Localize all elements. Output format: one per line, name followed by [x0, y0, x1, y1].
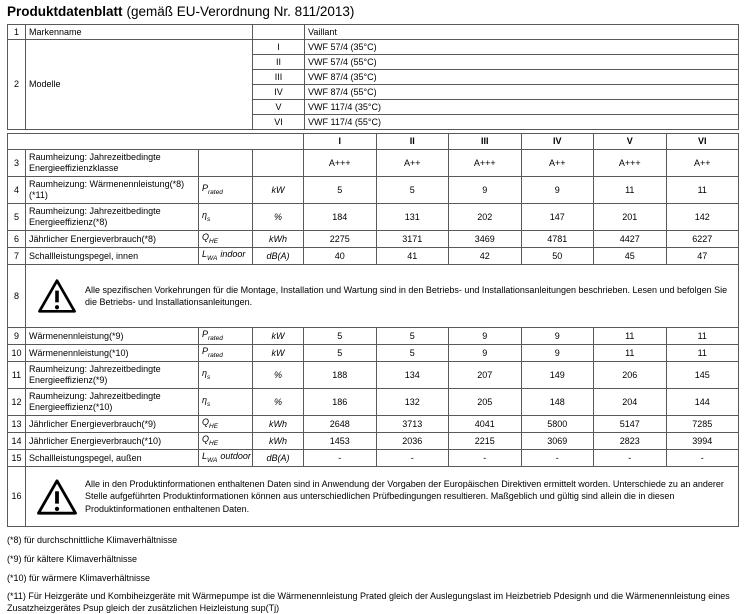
value-cell: 184: [304, 204, 377, 231]
value-cell: 50: [521, 248, 594, 265]
value-cell: A++: [666, 150, 739, 177]
row-number: 3: [8, 150, 26, 177]
model-numeral: VI: [253, 115, 305, 130]
value-cell: 142: [666, 204, 739, 231]
model-name: VWF 87/4 (35°C): [305, 70, 739, 85]
table-row: [8, 450, 739, 467]
value-cell: 4041: [449, 416, 522, 433]
footnote: (*8) für durchschnittliche Klimaverhältnisse: [7, 535, 178, 545]
row-label: Modelle: [26, 40, 253, 130]
row-number: 7: [8, 248, 26, 265]
symbol-cell: $P_{rated}$: [199, 328, 253, 345]
warning-text: Alle in den Produktinformationen enthaltenen Daten sind in Anwendung der Vorgaben der Europäischen Direktiven ermittelt worden. Unterschiede zu an anderer Stelle aufgeführten Produktinformationen können aus unterschiedlichen Prüfbedingungen resultieren. Maßgeblich und gültig sind allein die in diesen Produktinformationen enthaltenen Daten.: [85, 479, 724, 514]
footnote: (*11) Für Heizgeräte und Kombiheizgeräte mit Wärmepumpe ist die Wärmenennleistung Prated gleich der Auslegungslast im Heizbetrieb Pdesignh und die Wärmenennleistung eines Zusatzheizgerätes Psup gleich der zusätzlichen Heizleistung sup(Tj): [7, 591, 730, 613]
unit-cell: dB(A): [253, 248, 304, 265]
row-label: Jährlicher Energieverbrauch(*9): [26, 416, 199, 433]
model-numeral: I: [253, 40, 305, 55]
datasheet-table: [7, 133, 739, 527]
value-cell: 41: [376, 248, 449, 265]
row-number: 15: [8, 450, 26, 467]
value-cell: A+++: [594, 150, 667, 177]
value-cell: 5: [304, 345, 377, 362]
value-cell: 11: [666, 177, 739, 204]
row-number: 11: [8, 362, 26, 389]
value-cell: 202: [449, 204, 522, 231]
column-header: III: [449, 134, 522, 150]
value-cell: 5: [376, 177, 449, 204]
value-cell: 3069: [521, 433, 594, 450]
page-title-main: Produktdatenblatt: [7, 4, 123, 19]
unit-cell: kWh: [253, 231, 304, 248]
column-header: VI: [666, 134, 739, 150]
value-cell: 134: [376, 362, 449, 389]
value-cell: 201: [594, 204, 667, 231]
row-label: Raumheizung: Jahrezeitbedingte Energieeffizienz(*9): [26, 362, 199, 389]
value-cell: 9: [449, 177, 522, 204]
row-label: Jährlicher Energieverbrauch(*8): [26, 231, 199, 248]
symbol-cell: $L_{WA}$ indoor: [199, 248, 253, 265]
value-cell: 132: [376, 389, 449, 416]
unit-cell: %: [253, 389, 304, 416]
value-cell: 186: [304, 389, 377, 416]
value-cell: 5147: [594, 416, 667, 433]
unit-cell: dB(A): [253, 450, 304, 467]
value-cell: 5: [304, 177, 377, 204]
row-label: Raumheizung: Wärmenennleistung(*8) (*11): [26, 177, 199, 204]
value-cell: 2823: [594, 433, 667, 450]
row-number: 2: [8, 40, 26, 130]
value-cell: 188: [304, 362, 377, 389]
table-row: [8, 204, 739, 231]
column-header: I: [304, 134, 377, 150]
value-cell: 205: [449, 389, 522, 416]
value-cell: 206: [594, 362, 667, 389]
row-number: 9: [8, 328, 26, 345]
value-cell: 11: [666, 328, 739, 345]
table-row: [8, 389, 739, 416]
value-cell: -: [376, 450, 449, 467]
value-cell: 2275: [304, 231, 377, 248]
value-cell: -: [521, 450, 594, 467]
table-row: [8, 248, 739, 265]
numeral-cell: [253, 25, 305, 40]
value-cell: 3713: [376, 416, 449, 433]
model-numeral: V: [253, 100, 305, 115]
row-label: Markenname: [26, 25, 253, 40]
row-label: Schallleistungspegel, außen: [26, 450, 199, 467]
warning-row: [8, 467, 739, 527]
value-cell: 149: [521, 362, 594, 389]
value-cell: -: [304, 450, 377, 467]
value-cell: 11: [666, 345, 739, 362]
value-cell: 145: [666, 362, 739, 389]
column-header-row: [8, 134, 739, 150]
row-number: 10: [8, 345, 26, 362]
unit-cell: %: [253, 362, 304, 389]
value-cell: -: [449, 450, 522, 467]
value-cell: 11: [594, 328, 667, 345]
symbol-cell: $\eta_s$: [199, 389, 253, 416]
row-number: 12: [8, 389, 26, 416]
value-cell: 204: [594, 389, 667, 416]
value-cell: 148: [521, 389, 594, 416]
symbol-cell: $L_{WA}$ outdoor: [199, 450, 253, 467]
warning-text: Alle spezifischen Vorkehrungen für die Montage, Installation und Wartung sind in den Betriebs- und Installationsanleitungen beschrieben. Lesen und befolgen Sie die Betriebs- und Installationsanleitungen.: [85, 284, 728, 307]
value-cell: 9: [449, 328, 522, 345]
value-cell: 3994: [666, 433, 739, 450]
page-title: [7, 4, 739, 19]
row-number: 13: [8, 416, 26, 433]
table-row: [8, 231, 739, 248]
value-cell: 40: [304, 248, 377, 265]
value-cell: 2215: [449, 433, 522, 450]
value-cell: 6227: [666, 231, 739, 248]
row-number: 16: [8, 467, 26, 527]
column-header: II: [376, 134, 449, 150]
row-label: Raumheizung: Jahrezeitbedingte Energieeffizienz(*10): [26, 389, 199, 416]
model-numeral: III: [253, 70, 305, 85]
value-cell: 9: [521, 177, 594, 204]
value-cell: 45: [594, 248, 667, 265]
brand-row: [8, 25, 739, 40]
value-cell: 3171: [376, 231, 449, 248]
unit-cell: [253, 150, 304, 177]
value-cell: 7285: [666, 416, 739, 433]
footnotes: [7, 535, 739, 614]
value-cell: 9: [521, 345, 594, 362]
value-cell: A+++: [304, 150, 377, 177]
symbol-cell: $\eta_s$: [199, 362, 253, 389]
value-cell: 9: [449, 345, 522, 362]
unit-cell: kWh: [253, 416, 304, 433]
value-cell: 47: [666, 248, 739, 265]
model-name: VWF 117/4 (35°C): [305, 100, 739, 115]
table-row: [8, 362, 739, 389]
table-row: [8, 433, 739, 450]
symbol-cell: $Q_{HE}$: [199, 433, 253, 450]
column-header: V: [594, 134, 667, 150]
row-number: 14: [8, 433, 26, 450]
value-cell: -: [594, 450, 667, 467]
value-cell: 9: [521, 328, 594, 345]
row-number: 8: [8, 265, 26, 328]
symbol-cell: $Q_{HE}$: [199, 231, 253, 248]
value-cell: -: [666, 450, 739, 467]
symbol-cell: $P_{rated}$: [199, 177, 253, 204]
row-label: Wärmenennleistung(*10): [26, 345, 199, 362]
table-row: [8, 416, 739, 433]
value-cell: A+++: [449, 150, 522, 177]
value-cell: 5: [304, 328, 377, 345]
brand-models-table: [7, 24, 739, 130]
row-label: Raumheizung: Jahrezeitbedingte Energieeffizienz(*8): [26, 204, 199, 231]
column-header: IV: [521, 134, 594, 150]
footnote: (*9) für kältere Klimaverhältnisse: [7, 553, 138, 564]
model-numeral: IV: [253, 85, 305, 100]
warning-cell: [26, 467, 739, 527]
row-number: 6: [8, 231, 26, 248]
warning-cell: [26, 265, 739, 328]
brand-value: Vaillant: [305, 25, 739, 40]
value-cell: A++: [521, 150, 594, 177]
row-number: 1: [8, 25, 26, 40]
value-cell: 11: [594, 345, 667, 362]
value-cell: 5800: [521, 416, 594, 433]
value-cell: 11: [594, 177, 667, 204]
value-cell: 42: [449, 248, 522, 265]
unit-cell: kWh: [253, 433, 304, 450]
row-label: Schallleistungspegel, innen: [26, 248, 199, 265]
unit-cell: %: [253, 204, 304, 231]
value-cell: 147: [521, 204, 594, 231]
row-label: Wärmenennleistung(*9): [26, 328, 199, 345]
value-cell: 131: [376, 204, 449, 231]
symbol-cell: $Q_{HE}$: [199, 416, 253, 433]
value-cell: A++: [376, 150, 449, 177]
model-name: VWF 57/4 (55°C): [305, 55, 739, 70]
symbol-cell: [199, 150, 253, 177]
value-cell: 4781: [521, 231, 594, 248]
value-cell: 1453: [304, 433, 377, 450]
table-row: [8, 177, 739, 204]
value-cell: 5: [376, 328, 449, 345]
value-cell: 2036: [376, 433, 449, 450]
model-numeral: II: [253, 55, 305, 70]
row-label: Jährlicher Energieverbrauch(*10): [26, 433, 199, 450]
value-cell: 2648: [304, 416, 377, 433]
value-cell: 207: [449, 362, 522, 389]
header-spacer: [8, 134, 304, 150]
model-name: VWF 117/4 (55°C): [305, 115, 739, 130]
footnote: (*10) für wärmere Klimaverhältnisse: [7, 572, 151, 583]
unit-cell: kW: [253, 177, 304, 204]
warning-icon: [29, 478, 85, 516]
unit-cell: kW: [253, 328, 304, 345]
row-number: 5: [8, 204, 26, 231]
unit-cell: kW: [253, 345, 304, 362]
value-cell: 144: [666, 389, 739, 416]
value-cell: 5: [376, 345, 449, 362]
table-row: [8, 150, 739, 177]
symbol-cell: $P_{rated}$: [199, 345, 253, 362]
row-number: 4: [8, 177, 26, 204]
warning-icon: [29, 278, 85, 314]
model-name: VWF 57/4 (35°C): [305, 40, 739, 55]
value-cell: 3469: [449, 231, 522, 248]
row-label: Raumheizung: Jahrezeitbedingte Energieeffizienzklasse: [26, 150, 199, 177]
table-row: [8, 328, 739, 345]
warning-row: [8, 265, 739, 328]
value-cell: 4427: [594, 231, 667, 248]
table-row: [8, 345, 739, 362]
page-title-suffix: (gemäß EU-Verordnung Nr. 811/2013): [126, 4, 355, 19]
symbol-cell: $\eta_s$: [199, 204, 253, 231]
model-name: VWF 87/4 (55°C): [305, 85, 739, 100]
model-row: [8, 40, 739, 55]
